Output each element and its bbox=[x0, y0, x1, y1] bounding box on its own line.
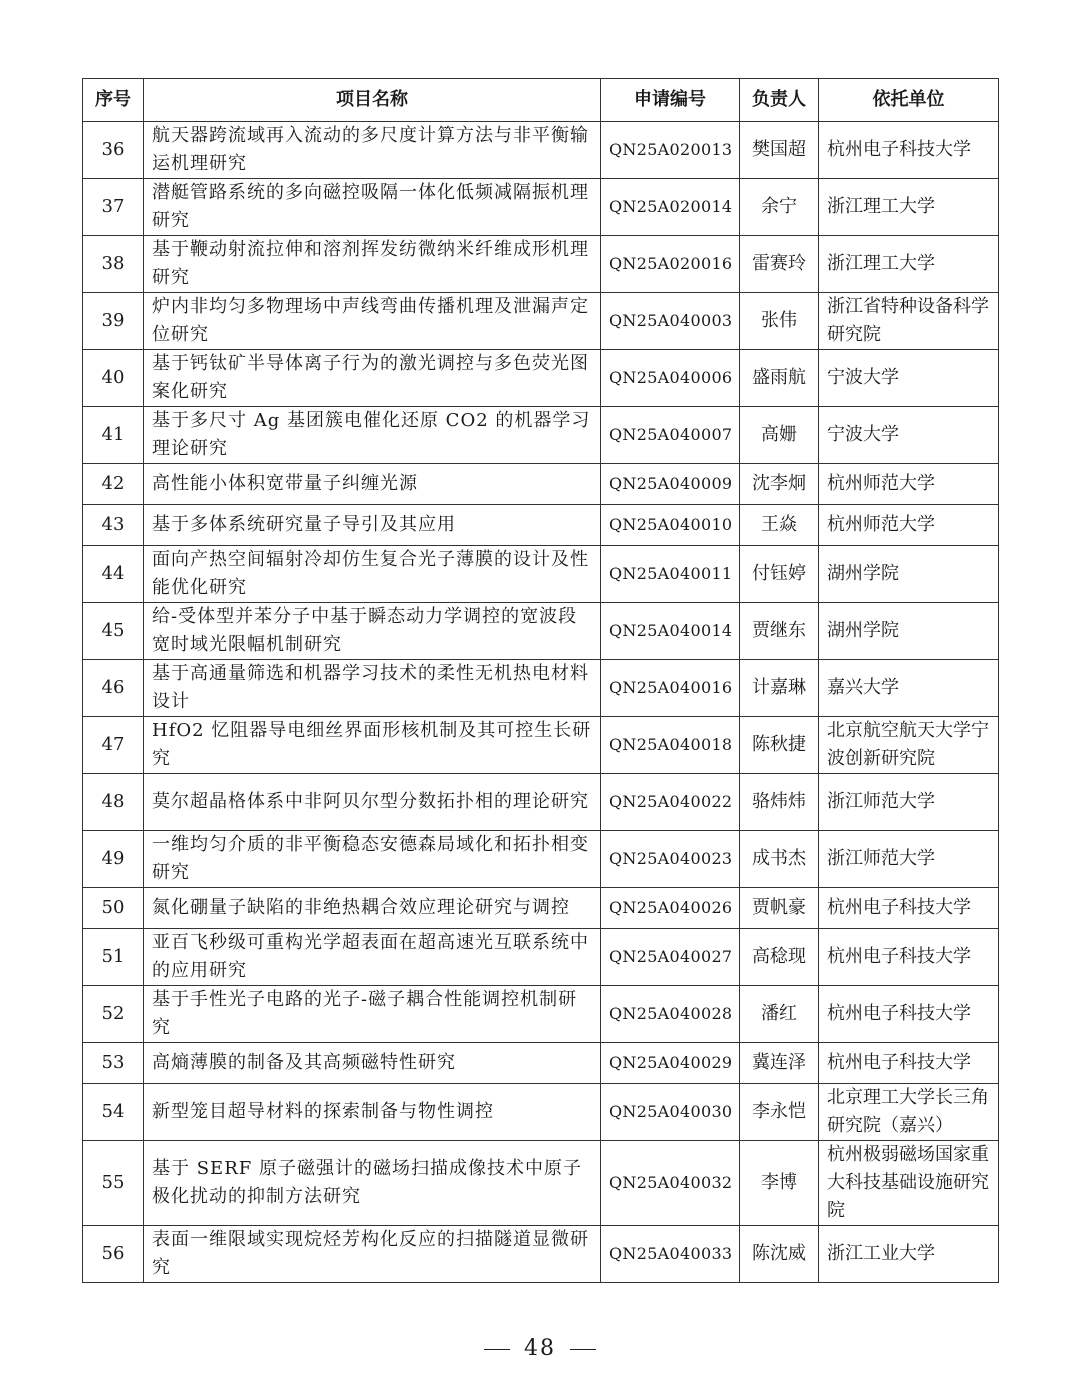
cell-principal: 陈沈威 bbox=[740, 1226, 819, 1283]
cell-host-unit: 北京理工大学长三角研究院（嘉兴） bbox=[819, 1084, 999, 1141]
cell-seq: 53 bbox=[83, 1043, 144, 1084]
table-body bbox=[83, 122, 999, 1283]
cell-project-name: 一维均匀介质的非平衡稳态安德森局域化和拓扑相变研究 bbox=[144, 831, 601, 888]
table-row bbox=[83, 350, 999, 407]
cell-principal: 李永恺 bbox=[740, 1084, 819, 1141]
cell-seq: 39 bbox=[83, 293, 144, 350]
cell-seq: 52 bbox=[83, 986, 144, 1043]
header-seq: 序号 bbox=[83, 79, 144, 122]
cell-project-name: 基于鞭动射流拉伸和溶剂挥发纺微纳米纤维成形机理研究 bbox=[144, 236, 601, 293]
cell-project-name: 基于多尺寸 Ag 基团簇电催化还原 CO2 的机器学习理论研究 bbox=[144, 407, 601, 464]
cell-host-unit: 杭州极弱磁场国家重大科技基础设施研究院 bbox=[819, 1141, 999, 1226]
table-row bbox=[83, 717, 999, 774]
cell-project-name: 基于高通量筛选和机器学习技术的柔性无机热电材料设计 bbox=[144, 660, 601, 717]
table-row bbox=[83, 464, 999, 505]
page-dash-right bbox=[570, 1349, 596, 1350]
cell-host-unit: 杭州电子科技大学 bbox=[819, 122, 999, 179]
cell-seq: 54 bbox=[83, 1084, 144, 1141]
cell-seq: 47 bbox=[83, 717, 144, 774]
table-row bbox=[83, 1141, 999, 1226]
header-project-name: 项目名称 bbox=[144, 79, 601, 122]
header-host-unit: 依托单位 bbox=[819, 79, 999, 122]
cell-application-code: QN25A020013 bbox=[601, 122, 740, 179]
cell-application-code: QN25A020014 bbox=[601, 179, 740, 236]
cell-project-name: 基于 SERF 原子磁强计的磁场扫描成像技术中原子极化扰动的抑制方法研究 bbox=[144, 1141, 601, 1226]
cell-principal: 贾帆豪 bbox=[740, 888, 819, 929]
cell-host-unit: 杭州电子科技大学 bbox=[819, 1043, 999, 1084]
cell-project-name: 炉内非均匀多物理场中声线弯曲传播机理及泄漏声定位研究 bbox=[144, 293, 601, 350]
cell-principal: 雷赛玲 bbox=[740, 236, 819, 293]
header-application-code: 申请编号 bbox=[601, 79, 740, 122]
cell-principal: 冀连泽 bbox=[740, 1043, 819, 1084]
cell-seq: 44 bbox=[83, 546, 144, 603]
cell-host-unit: 北京航空航天大学宁波创新研究院 bbox=[819, 717, 999, 774]
table-row bbox=[83, 236, 999, 293]
cell-principal: 骆炜炜 bbox=[740, 774, 819, 831]
table-row bbox=[83, 929, 999, 986]
cell-principal: 付钰婷 bbox=[740, 546, 819, 603]
cell-host-unit: 杭州电子科技大学 bbox=[819, 929, 999, 986]
cell-principal: 李博 bbox=[740, 1141, 819, 1226]
table-row bbox=[83, 179, 999, 236]
table-row bbox=[83, 1043, 999, 1084]
table-row bbox=[83, 831, 999, 888]
cell-application-code: QN25A040033 bbox=[601, 1226, 740, 1283]
cell-host-unit: 浙江工业大学 bbox=[819, 1226, 999, 1283]
cell-project-name: 面向产热空间辐射冷却仿生复合光子薄膜的设计及性能优化研究 bbox=[144, 546, 601, 603]
table-header-row bbox=[83, 79, 999, 122]
cell-host-unit: 杭州电子科技大学 bbox=[819, 986, 999, 1043]
cell-host-unit: 杭州师范大学 bbox=[819, 505, 999, 546]
table-row bbox=[83, 603, 999, 660]
cell-project-name: 高熵薄膜的制备及其高频磁特性研究 bbox=[144, 1043, 601, 1084]
table-row bbox=[83, 546, 999, 603]
cell-project-name: 航天器跨流域再入流动的多尺度计算方法与非平衡输运机理研究 bbox=[144, 122, 601, 179]
cell-project-name: 基于手性光子电路的光子-磁子耦合性能调控机制研究 bbox=[144, 986, 601, 1043]
cell-principal: 计嘉琳 bbox=[740, 660, 819, 717]
table-row bbox=[83, 122, 999, 179]
header-principal: 负责人 bbox=[740, 79, 819, 122]
cell-application-code: QN25A040011 bbox=[601, 546, 740, 603]
table-row bbox=[83, 660, 999, 717]
cell-seq: 41 bbox=[83, 407, 144, 464]
project-table-container bbox=[82, 78, 998, 1283]
cell-principal: 张伟 bbox=[740, 293, 819, 350]
cell-seq: 43 bbox=[83, 505, 144, 546]
cell-application-code: QN25A040026 bbox=[601, 888, 740, 929]
cell-project-name: 基于钙钛矿半导体离子行为的激光调控与多色荧光图案化研究 bbox=[144, 350, 601, 407]
cell-project-name: 给-受体型并苯分子中基于瞬态动力学调控的宽波段宽时域光限幅机制研究 bbox=[144, 603, 601, 660]
table-row bbox=[83, 505, 999, 546]
cell-principal: 樊国超 bbox=[740, 122, 819, 179]
cell-seq: 45 bbox=[83, 603, 144, 660]
cell-seq: 50 bbox=[83, 888, 144, 929]
page-number: 48 bbox=[524, 1336, 556, 1361]
cell-project-name: HfO2 忆阻器导电细丝界面形核机制及其可控生长研究 bbox=[144, 717, 601, 774]
cell-project-name: 亚百飞秒级可重构光学超表面在超高速光互联系统中的应用研究 bbox=[144, 929, 601, 986]
table-row bbox=[83, 774, 999, 831]
cell-project-name: 新型笼目超导材料的探索制备与物性调控 bbox=[144, 1084, 601, 1141]
cell-project-name: 表面一维限域实现烷烃芳构化反应的扫描隧道显微研究 bbox=[144, 1226, 601, 1283]
cell-application-code: QN25A040030 bbox=[601, 1084, 740, 1141]
table-row bbox=[83, 986, 999, 1043]
cell-principal: 沈李炯 bbox=[740, 464, 819, 505]
cell-host-unit: 浙江理工大学 bbox=[819, 236, 999, 293]
cell-seq: 40 bbox=[83, 350, 144, 407]
cell-principal: 高稔现 bbox=[740, 929, 819, 986]
cell-principal: 高姗 bbox=[740, 407, 819, 464]
cell-principal: 陈秋捷 bbox=[740, 717, 819, 774]
cell-application-code: QN25A040022 bbox=[601, 774, 740, 831]
page-dash-left bbox=[484, 1349, 510, 1350]
cell-application-code: QN25A040023 bbox=[601, 831, 740, 888]
cell-application-code: QN25A040032 bbox=[601, 1141, 740, 1226]
cell-seq: 48 bbox=[83, 774, 144, 831]
cell-project-name: 高性能小体积宽带量子纠缠光源 bbox=[144, 464, 601, 505]
cell-application-code: QN25A040006 bbox=[601, 350, 740, 407]
cell-seq: 51 bbox=[83, 929, 144, 986]
cell-principal: 盛雨航 bbox=[740, 350, 819, 407]
cell-host-unit: 浙江师范大学 bbox=[819, 831, 999, 888]
cell-host-unit: 浙江理工大学 bbox=[819, 179, 999, 236]
cell-principal: 成书杰 bbox=[740, 831, 819, 888]
table-row bbox=[83, 293, 999, 350]
cell-host-unit: 杭州师范大学 bbox=[819, 464, 999, 505]
cell-principal: 贾继东 bbox=[740, 603, 819, 660]
cell-application-code: QN25A020016 bbox=[601, 236, 740, 293]
cell-principal: 潘红 bbox=[740, 986, 819, 1043]
table-row bbox=[83, 1226, 999, 1283]
cell-seq: 49 bbox=[83, 831, 144, 888]
cell-application-code: QN25A040003 bbox=[601, 293, 740, 350]
table-row bbox=[83, 1084, 999, 1141]
cell-host-unit: 湖州学院 bbox=[819, 603, 999, 660]
cell-application-code: QN25A040009 bbox=[601, 464, 740, 505]
cell-principal: 王焱 bbox=[740, 505, 819, 546]
cell-project-name: 莫尔超晶格体系中非阿贝尔型分数拓扑相的理论研究 bbox=[144, 774, 601, 831]
cell-application-code: QN25A040014 bbox=[601, 603, 740, 660]
cell-application-code: QN25A040010 bbox=[601, 505, 740, 546]
cell-host-unit: 宁波大学 bbox=[819, 350, 999, 407]
cell-seq: 56 bbox=[83, 1226, 144, 1283]
cell-project-name: 氮化硼量子缺陷的非绝热耦合效应理论研究与调控 bbox=[144, 888, 601, 929]
cell-seq: 37 bbox=[83, 179, 144, 236]
table-row bbox=[83, 407, 999, 464]
cell-host-unit: 浙江省特种设备科学研究院 bbox=[819, 293, 999, 350]
cell-application-code: QN25A040028 bbox=[601, 986, 740, 1043]
cell-seq: 36 bbox=[83, 122, 144, 179]
cell-seq: 38 bbox=[83, 236, 144, 293]
cell-application-code: QN25A040027 bbox=[601, 929, 740, 986]
cell-host-unit: 宁波大学 bbox=[819, 407, 999, 464]
cell-seq: 46 bbox=[83, 660, 144, 717]
project-table bbox=[82, 78, 999, 1283]
page-footer bbox=[0, 1336, 1080, 1361]
cell-application-code: QN25A040029 bbox=[601, 1043, 740, 1084]
cell-host-unit: 湖州学院 bbox=[819, 546, 999, 603]
cell-host-unit: 杭州电子科技大学 bbox=[819, 888, 999, 929]
table-row bbox=[83, 888, 999, 929]
cell-host-unit: 嘉兴大学 bbox=[819, 660, 999, 717]
cell-seq: 55 bbox=[83, 1141, 144, 1226]
cell-seq: 42 bbox=[83, 464, 144, 505]
cell-application-code: QN25A040018 bbox=[601, 717, 740, 774]
cell-application-code: QN25A040007 bbox=[601, 407, 740, 464]
cell-project-name: 基于多体系统研究量子导引及其应用 bbox=[144, 505, 601, 546]
cell-application-code: QN25A040016 bbox=[601, 660, 740, 717]
cell-host-unit: 浙江师范大学 bbox=[819, 774, 999, 831]
cell-principal: 余宁 bbox=[740, 179, 819, 236]
cell-project-name: 潜艇管路系统的多向磁控吸隔一体化低频减隔振机理研究 bbox=[144, 179, 601, 236]
